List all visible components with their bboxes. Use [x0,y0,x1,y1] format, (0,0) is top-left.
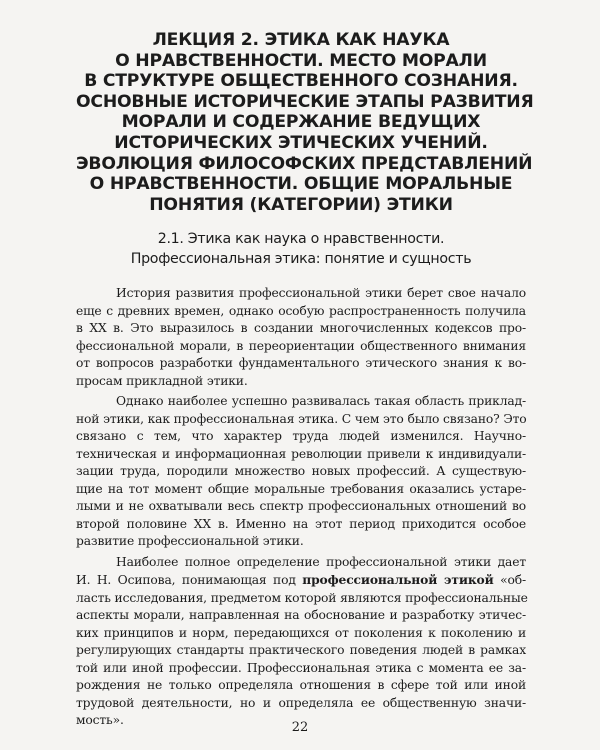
text-line: лыми и не охватывали весь спектр профессиональных отношений во [76,499,526,514]
text-line: щие на тот момент общие моральные требования оказались устаре- [76,481,526,496]
text-line: в XX в. Это выразилось в создании многочисленных кодексов про- [76,321,526,336]
section-title [76,229,526,269]
page-number: 22 [291,720,309,735]
text-line: ких принципов и норм, передающихся от поколения к поколению и [76,625,526,640]
body-text [76,285,526,730]
text-fragment: И. Н. Осипова, понимающая под [76,573,303,588]
section-title-line: Профессиональная этика: понятие и сущность [130,251,472,268]
text-fragment: «об- [493,573,526,588]
text-line: второй половине XX в. Именно на этот период приходится особое [76,516,526,531]
text-line: аспекты морали, направленная на обоснование и разработку этичес- [76,608,526,623]
text-line: еще с древних времен, однако особую распространенность получила [76,303,526,318]
lecture-title-line: О НРАВСТВЕННОСТИ. МЕСТО МОРАЛИ [115,50,487,71]
text-line: регулирующих стандарты практического поведения людей в рамках [76,643,526,658]
text-line: мость». [76,713,124,728]
text-line: ной этики, как профессиональная этика. С чем это было связано? Это [76,411,527,426]
paragraph-definition [76,554,526,730]
text-line: Однако наиболее успешно развивалась такая область приклад- [116,394,526,409]
text-line: рождения не только определяла отношения в сфере той или иной [76,678,526,693]
text-line: просам прикладной этики. [76,373,248,388]
lecture-title-line: МОРАЛИ И СОДЕРЖАНИЕ ВЕДУЩИХ [121,112,481,133]
lecture-title-line: ИСТОРИЧЕСКИХ ЭТИЧЕСКИХ УЧЕНИЙ. [114,132,488,153]
text-line: той или иной профессии. Профессиональная этика с момента ее за- [76,660,526,675]
text-line: трудовой деятельности, но и определяла ее общественную значи- [76,695,526,710]
lecture-title-line: В СТРУКТУРЕ ОБЩЕСТВЕННОГО СОЗНАНИЯ. [84,71,518,92]
text-line: Наиболее полное определение профессиональной этики дает [116,554,526,569]
text-line: ласть исследования, предметом которой являются профессиональные [76,590,528,605]
paragraph-history [76,285,526,390]
lecture-title-line: ЛЕКЦИЯ 2. ЭТИКА КАК НАУКА [152,30,450,50]
lecture-title-line: О НРАВСТВЕННОСТИ. ОБЩИЕ МОРАЛЬНЫЕ [89,174,513,195]
text-line: развитие профессиональной этики. [76,534,304,549]
text-line: от вопросов разработки фундаментального этического знания к во- [76,356,526,371]
lecture-title-line: ЭВОЛЮЦИЯ ФИЛОСОФСКИХ ПРЕДСТАВЛЕНИЙ [76,153,533,174]
text-line: связано с тем, что характер труда людей изменился. Научно- [76,429,526,444]
lecture-title [76,30,534,215]
text-line: зации труда, породили множество новых профессий. А существую- [76,464,526,479]
bold-term: профессиональной этикой [302,572,494,588]
lecture-title-line: ОСНОВНЫЕ ИСТОРИЧЕСКИЕ ЭТАПЫ РАЗВИТИЯ [76,91,534,112]
section-title-line: 2.1. Этика как наука о нравственности. [157,231,445,248]
paragraph-applied-ethics [76,393,526,551]
text-line: История развития профессиональной этики берет свое начало [116,286,526,301]
lecture-title-line: ПОНЯТИЯ (КАТЕГОРИИ) ЭТИКИ [149,194,453,215]
text-line [76,571,526,590]
text-line: фессиональной морали, в переориентации общественного внимания [76,338,526,353]
text-line: техническая и информационная революции привели к индивидуали- [76,446,526,461]
